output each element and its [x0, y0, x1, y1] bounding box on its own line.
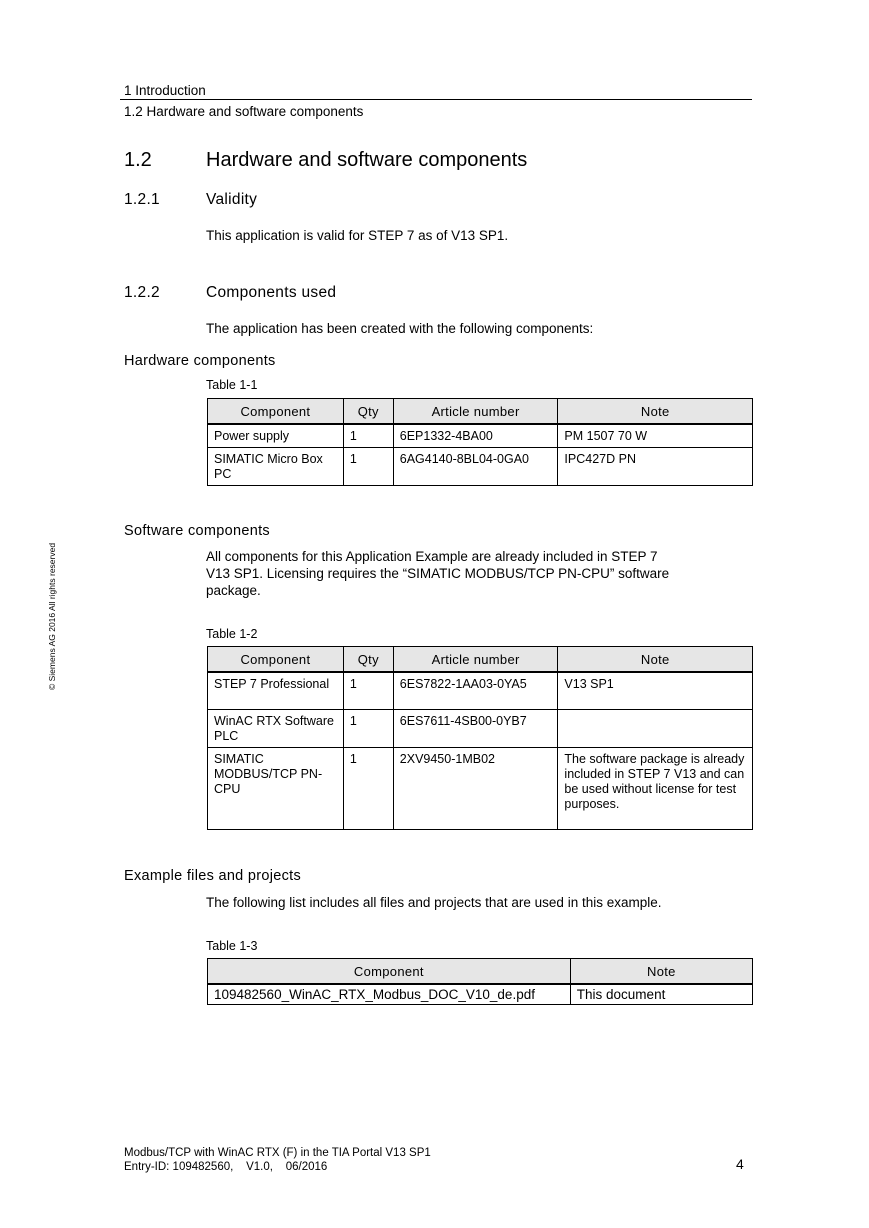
section-number: 1.2: [124, 149, 152, 171]
table-cell: 6ES7611-4SB00-0YB7: [393, 709, 558, 747]
table-row: [208, 424, 753, 448]
software-text: [206, 548, 746, 599]
table-row: [208, 984, 753, 1004]
column-header: Article number: [393, 399, 558, 425]
running-header-chapter: 1 Introduction: [124, 83, 206, 98]
table-cell: PM 1507 70 W: [558, 424, 753, 448]
table-cell: The software package is already included in STEP 7 V13 and can be used without license for test purposes.: [558, 747, 753, 829]
table-row: [208, 747, 753, 829]
examples-text: The following list includes all files and projects that are used in this example.: [206, 895, 662, 910]
software-table: [207, 646, 753, 830]
software-text-line: package.: [206, 583, 261, 598]
table-row: [208, 672, 753, 709]
table-cell: STEP 7 Professional: [208, 672, 344, 709]
column-header: Qty: [343, 399, 393, 425]
hardware-heading: Hardware components: [124, 353, 276, 369]
components-used-title: Components used: [206, 284, 337, 301]
footer: [124, 1146, 431, 1174]
table-row: [208, 709, 753, 747]
validity-number: 1.2.1: [124, 191, 160, 208]
examples-heading: Example files and projects: [124, 868, 302, 884]
table-1-1-caption: Table 1-1: [206, 378, 258, 392]
hardware-table: [207, 398, 753, 486]
table-cell: 1: [343, 672, 393, 709]
column-header: Note: [558, 399, 753, 425]
column-header: Qty: [343, 647, 393, 673]
header-rule: [120, 99, 752, 100]
table-cell: 1: [343, 709, 393, 747]
components-used-text: The application has been created with the following components:: [206, 321, 594, 336]
column-header: Article number: [393, 647, 558, 673]
column-header: Component: [208, 647, 344, 673]
table-header-row: [208, 959, 753, 985]
footer-entry-id: Entry-ID: 109482560, V1.0, 06/2016: [124, 1161, 328, 1173]
running-header-section: 1.2 Hardware and software components: [124, 104, 364, 119]
table-cell: 6EP1332-4BA00: [393, 424, 558, 448]
examples-table: [207, 958, 753, 1005]
table-1-2-caption: Table 1-2: [206, 627, 258, 641]
software-text-line: V13 SP1. Licensing requires the “SIMATIC MODBUS/TCP PN-CPU” software: [206, 566, 670, 581]
table-cell: 1: [343, 448, 393, 486]
footer-title: Modbus/TCP with WinAC RTX (F) in the TIA Portal V13 SP1: [124, 1147, 431, 1159]
validity-text: This application is valid for STEP 7 as of V13 SP1.: [206, 228, 509, 243]
table-cell: SIMATIC MODBUS/TCP PN-CPU: [208, 747, 344, 829]
copyright-side-note: © Siemens AG 2016 All rights reserved: [47, 542, 57, 690]
column-header: Component: [208, 399, 344, 425]
table-cell: 6AG4140-8BL04-0GA0: [393, 448, 558, 486]
table-header-row: [208, 399, 753, 425]
table-1-3-caption: Table 1-3: [206, 939, 258, 953]
table-cell: 109482560_WinAC_RTX_Modbus_DOC_V10_de.pdf: [208, 984, 571, 1004]
table-cell: V13 SP1: [558, 672, 753, 709]
column-header: Note: [558, 647, 753, 673]
table-cell: SIMATIC Micro Box PC: [208, 448, 344, 486]
table-cell: IPC427D PN: [558, 448, 753, 486]
table-cell: Power supply: [208, 424, 344, 448]
table-cell: 2XV9450-1MB02: [393, 747, 558, 829]
table-cell: 6ES7822-1AA03-0YA5: [393, 672, 558, 709]
section-title: Hardware and software components: [206, 149, 528, 171]
table-cell: WinAC RTX Software PLC: [208, 709, 344, 747]
table-cell: [558, 709, 753, 747]
validity-title: Validity: [206, 191, 258, 208]
table-cell: 1: [343, 424, 393, 448]
table-row: [208, 448, 753, 486]
software-text-line: All components for this Application Example are already included in STEP 7: [206, 549, 658, 564]
page-number: 4: [736, 1156, 744, 1172]
table-cell: This document: [570, 984, 752, 1004]
table-cell: 1: [343, 747, 393, 829]
column-header: Component: [208, 959, 571, 985]
components-used-number: 1.2.2: [124, 284, 160, 301]
software-heading: Software components: [124, 523, 270, 539]
column-header: Note: [570, 959, 752, 985]
table-header-row: [208, 647, 753, 673]
